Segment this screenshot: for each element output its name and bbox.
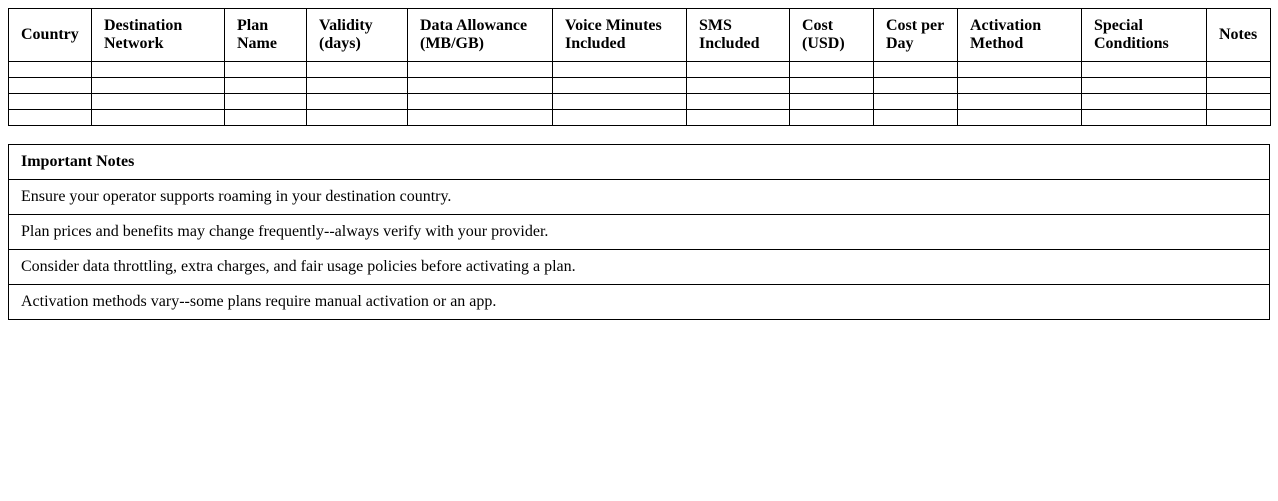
table-cell: [225, 110, 307, 126]
table-cell: [92, 94, 225, 110]
table-cell: [790, 110, 874, 126]
note-text: Plan prices and benefits may change frequently--always verify with your provider.: [9, 215, 1270, 250]
table-cell: [9, 62, 92, 78]
notes-header-row: [9, 145, 1270, 180]
table-cell: [553, 94, 687, 110]
table-cell: [687, 78, 790, 94]
list-item: [9, 215, 1270, 250]
table-row: [9, 62, 1271, 78]
table-cell: [1207, 62, 1271, 78]
table-cell: [1082, 78, 1207, 94]
page-content: [8, 8, 1270, 320]
table-cell: [92, 78, 225, 94]
table-cell: [1207, 94, 1271, 110]
table-cell: [874, 62, 958, 78]
table-cell: [790, 78, 874, 94]
roaming-plans-table: [8, 8, 1271, 126]
column-header-country: Country: [9, 9, 92, 62]
table-row: [9, 94, 1271, 110]
table-cell: [225, 62, 307, 78]
table-cell: [9, 110, 92, 126]
column-header-cost-per-day: Cost per Day: [874, 9, 958, 62]
table-cell: [958, 110, 1082, 126]
column-header-validity: Validity (days): [307, 9, 408, 62]
table-cell: [408, 62, 553, 78]
table-cell: [408, 94, 553, 110]
notes-title: Important Notes: [9, 145, 1270, 180]
table-row: [9, 78, 1271, 94]
table-cell: [1082, 110, 1207, 126]
table-cell: [1207, 78, 1271, 94]
important-notes-table: [8, 144, 1270, 320]
table-cell: [874, 110, 958, 126]
table-cell: [553, 110, 687, 126]
table-cell: [687, 110, 790, 126]
note-text: Consider data throttling, extra charges, and fair usage policies before activating a plan.: [9, 250, 1270, 285]
table-cell: [790, 94, 874, 110]
table-cell: [958, 78, 1082, 94]
table-cell: [9, 94, 92, 110]
table-cell: [408, 78, 553, 94]
list-item: [9, 180, 1270, 215]
table-cell: [225, 78, 307, 94]
table-cell: [874, 94, 958, 110]
column-header-activation-method: Activation Method: [958, 9, 1082, 62]
table-row: [9, 110, 1271, 126]
column-header-cost: Cost (USD): [790, 9, 874, 62]
table-cell: [1207, 110, 1271, 126]
table-cell: [307, 110, 408, 126]
table-cell: [92, 62, 225, 78]
table-cell: [958, 94, 1082, 110]
list-item: [9, 285, 1270, 320]
table-cell: [958, 62, 1082, 78]
list-item: [9, 250, 1270, 285]
note-text: Activation methods vary--some plans require manual activation or an app.: [9, 285, 1270, 320]
table-cell: [687, 94, 790, 110]
table-cell: [687, 62, 790, 78]
column-header-plan-name: Plan Name: [225, 9, 307, 62]
table-cell: [408, 110, 553, 126]
table-cell: [307, 62, 408, 78]
table-cell: [874, 78, 958, 94]
column-header-data-allowance: Data Allowance (MB/GB): [408, 9, 553, 62]
table-cell: [92, 110, 225, 126]
column-header-notes: Notes: [1207, 9, 1271, 62]
table-cell: [307, 94, 408, 110]
column-header-voice-minutes: Voice Minutes Included: [553, 9, 687, 62]
table-header-row: [9, 9, 1271, 62]
table-cell: [225, 94, 307, 110]
column-header-destination-network: Destination Network: [92, 9, 225, 62]
note-text: Ensure your operator supports roaming in your destination country.: [9, 180, 1270, 215]
table-cell: [1082, 94, 1207, 110]
table-cell: [553, 78, 687, 94]
column-header-special-conditions: Special Conditions: [1082, 9, 1207, 62]
table-cell: [790, 62, 874, 78]
column-header-sms: SMS Included: [687, 9, 790, 62]
table-cell: [553, 62, 687, 78]
table-cell: [9, 78, 92, 94]
table-cell: [307, 78, 408, 94]
table-cell: [1082, 62, 1207, 78]
